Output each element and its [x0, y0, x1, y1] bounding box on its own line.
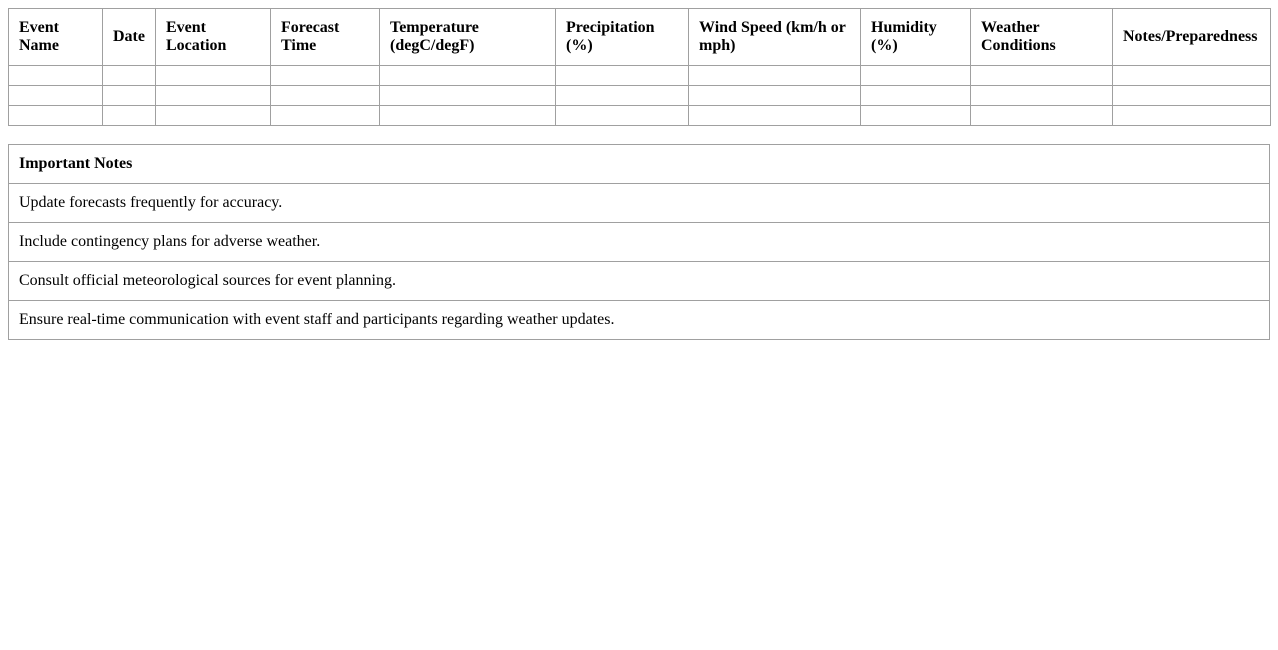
- note-text: Update forecasts frequently for accuracy.: [9, 184, 1270, 223]
- weather-forecast-table: [8, 8, 1271, 126]
- table-cell: [556, 106, 689, 126]
- table-cell: [689, 66, 861, 86]
- table-cell: [9, 86, 103, 106]
- table-cell: [861, 86, 971, 106]
- table-cell: [1113, 86, 1271, 106]
- table-cell: [9, 66, 103, 86]
- table-cell: [9, 106, 103, 126]
- header-precipitation: Precipitation (%): [556, 9, 689, 66]
- header-temperature: Temperature (degC/degF): [380, 9, 556, 66]
- header-event-name: Event Name: [9, 9, 103, 66]
- header-wind-speed: Wind Speed (km/h or mph): [689, 9, 861, 66]
- table-cell: [556, 66, 689, 86]
- table-cell: [271, 66, 380, 86]
- notes-title-row: [9, 145, 1270, 184]
- table-cell: [380, 86, 556, 106]
- table-cell: [1113, 66, 1271, 86]
- table-cell: [689, 106, 861, 126]
- note-text: Include contingency plans for adverse weather.: [9, 223, 1270, 262]
- table-cell: [156, 106, 271, 126]
- note-text: Ensure real-time communication with event staff and participants regarding weather updates.: [9, 301, 1270, 340]
- header-event-location: Event Location: [156, 9, 271, 66]
- notes-title: Important Notes: [9, 145, 1270, 184]
- header-notes-preparedness: Notes/Preparedness: [1113, 9, 1271, 66]
- table-cell: [556, 86, 689, 106]
- table-row: [9, 106, 1271, 126]
- document-body: [8, 8, 1270, 340]
- table-cell: [271, 86, 380, 106]
- header-forecast-time: Forecast Time: [271, 9, 380, 66]
- header-date: Date: [103, 9, 156, 66]
- table-cell: [1113, 106, 1271, 126]
- table-cell: [861, 66, 971, 86]
- table-cell: [689, 86, 861, 106]
- table-header-row: [9, 9, 1271, 66]
- note-text: Consult official meteorological sources for event planning.: [9, 262, 1270, 301]
- table-row: [9, 86, 1271, 106]
- list-item: [9, 184, 1270, 223]
- table-cell: [380, 66, 556, 86]
- header-weather-conditions: Weather Conditions: [971, 9, 1113, 66]
- list-item: [9, 223, 1270, 262]
- table-cell: [103, 106, 156, 126]
- table-cell: [861, 106, 971, 126]
- list-item: [9, 262, 1270, 301]
- table-cell: [271, 106, 380, 126]
- important-notes-table: [8, 144, 1270, 340]
- table-cell: [156, 66, 271, 86]
- list-item: [9, 301, 1270, 340]
- header-humidity: Humidity (%): [861, 9, 971, 66]
- table-cell: [156, 86, 271, 106]
- table-cell: [103, 86, 156, 106]
- table-cell: [971, 66, 1113, 86]
- table-cell: [971, 86, 1113, 106]
- table-cell: [971, 106, 1113, 126]
- table-cell: [103, 66, 156, 86]
- table-cell: [380, 106, 556, 126]
- table-row: [9, 66, 1271, 86]
